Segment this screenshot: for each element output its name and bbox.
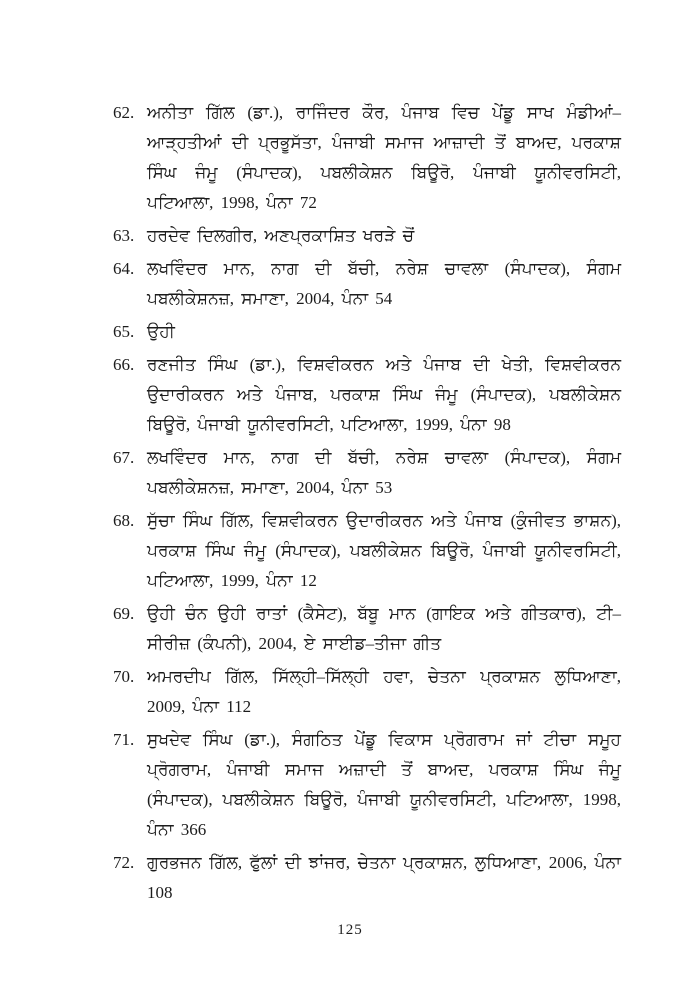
entry-number: 66. <box>113 355 135 374</box>
entry-number: 72. <box>113 853 135 872</box>
reference-entry <box>113 98 621 218</box>
reference-entry <box>113 317 621 347</box>
entry-number: 62. <box>113 103 135 122</box>
page-number: 125 <box>337 922 363 938</box>
entry-text: ਉਹੀ ਚੰਨ ਉਹੀ ਰਾਤਾਂ (ਕੈਸੇਟ), ਬੱਬੂ ਮਾਨ (ਗਾਇਕ ਅਤੇ ਗੀਤਕਾਰ), ਟੀ–ਸੀਰੀਜ਼ (ਕੰਪਨੀ), 2004, ਏ ਸਾਈਡ–ਤੀਜਾ ਗੀਤ <box>147 604 621 653</box>
reference-entry <box>113 599 621 659</box>
entry-number: 68. <box>113 511 135 530</box>
reference-entry <box>113 350 621 440</box>
reference-entry <box>113 254 621 314</box>
entry-text: ਅਨੀਤਾ ਗਿੱਲ (ਡਾ.), ਰਾਜਿੰਦਰ ਕੌਰ, ਪੰਜਾਬ ਵਿਚ ਪੇਂਡੂ ਸਾਖ ਮੰਡੀਆਂ–ਆੜ੍ਹਤੀਆਂ ਦੀ ਪ੍ਰਭੂਸੱਤਾ, ਪੰਜਾਬੀ ਸਮਾਜ ਆਜ਼ਾਦੀ ਤੋਂ ਬਾਅਦ, ਪਰਕਾਸ਼ ਸਿੰਘ ਜੰਮੂ (ਸੰਪਾਦਕ), ਪਬਲੀਕੇਸ਼ਨ ਬਿਊਰੋ, ਪੰਜਾਬੀ ਯੂਨੀਵਰਸਿਟੀ, ਪਟਿਆਲਾ, 1998, ਪੰਨਾ 72 <box>147 103 621 212</box>
entry-text: ਲਖਵਿੰਦਰ ਮਾਨ, ਨਾਗ ਦੀ ਬੱਚੀ, ਨਰੇਸ਼ ਚਾਵਲਾ (ਸੰਪਾਦਕ), ਸੰਗਮ ਪਬਲੀਕੇਸ਼ਨਜ਼, ਸਮਾਣਾ, 2004, ਪੰਨਾ 54 <box>147 259 621 308</box>
reference-list <box>113 98 621 911</box>
entry-number: 70. <box>113 667 135 686</box>
entry-number: 71. <box>113 730 135 749</box>
entry-text: ਲਖਵਿੰਦਰ ਮਾਨ, ਨਾਗ ਦੀ ਬੱਚੀ, ਨਰੇਸ਼ ਚਾਵਲਾ (ਸੰਪਾਦਕ), ਸੰਗਮ ਪਬਲੀਕੇਸ਼ਨਜ਼, ਸਮਾਣਾ, 2004, ਪੰਨਾ 53 <box>147 448 621 497</box>
entry-text: ਰਣਜੀਤ ਸਿੰਘ (ਡਾ.), ਵਿਸ਼ਵੀਕਰਨ ਅਤੇ ਪੰਜਾਬ ਦੀ ਖੇਤੀ, ਵਿਸ਼ਵੀਕਰਨ ਉਦਾਰੀਕਰਨ ਅਤੇ ਪੰਜਾਬ, ਪਰਕਾਸ਼ ਸਿੰਘ ਜੰਮੂ (ਸੰਪਾਦਕ), ਪਬਲੀਕੇਸ਼ਨ ਬਿਊਰੋ, ਪੰਜਾਬੀ ਯੂਨੀਵਰਸਿਟੀ, ਪਟਿਆਲਾ, 1999, ਪੰਨਾ 98 <box>147 355 621 434</box>
reference-entry <box>113 221 621 251</box>
entry-text: ਗੁਰਭਜਨ ਗਿੱਲ, ਫੁੱਲਾਂ ਦੀ ਝਾਂਜਰ, ਚੇਤਨਾ ਪ੍ਰਕਾਸ਼ਨ, ਲੁਧਿਆਣਾ, 2006, ਪੰਨਾ 108 <box>147 853 621 902</box>
entry-text: ਅਮਰਦੀਪ ਗਿੱਲ, ਸਿੱਲ੍ਹੀ–ਸਿੱਲ੍ਹੀ ਹਵਾ, ਚੇਤਨਾ ਪ੍ਰਕਾਸ਼ਨ ਲੁਧਿਆਣਾ, 2009, ਪੰਨਾ 112 <box>147 667 621 716</box>
entry-number: 65. <box>113 322 135 341</box>
reference-entry <box>113 506 621 596</box>
entry-number: 63. <box>113 226 135 245</box>
entry-number: 67. <box>113 448 135 467</box>
reference-entry <box>113 662 621 722</box>
reference-entry <box>113 725 621 845</box>
entry-text: ਸੁੱਚਾ ਸਿੰਘ ਗਿੱਲ, ਵਿਸ਼ਵੀਕਰਨ ਉਦਾਰੀਕਰਨ ਅਤੇ ਪੰਜਾਬ (ਕੁੰਜੀਵਤ ਭਾਸ਼ਨ), ਪਰਕਾਸ਼ ਸਿੰਘ ਜੰਮੂ (ਸੰਪਾਦਕ), ਪਬਲੀਕੇਸ਼ਨ ਬਿਊਰੋ, ਪੰਜਾਬੀ ਯੂਨੀਵਰਸਿਟੀ, ਪਟਿਆਲਾ, 1999, ਪੰਨਾ 12 <box>147 511 621 590</box>
reference-entry <box>113 443 621 503</box>
entry-text: ਸੁਖਦੇਵ ਸਿੰਘ (ਡਾ.), ਸੰਗਠਿਤ ਪੇਂਡੂ ਵਿਕਾਸ ਪ੍ਰੋਗਰਾਮ ਜਾਂ ਟੀਚਾ ਸਮੂਹ ਪ੍ਰੋਗਰਾਮ, ਪੰਜਾਬੀ ਸਮਾਜ ਅਜ਼ਾਦੀ ਤੋਂ ਬਾਅਦ, ਪਰਕਾਸ਼ ਸਿੰਘ ਜੰਮੂ (ਸੰਪਾਦਕ), ਪਬਲੀਕੇਸ਼ਨ ਬਿਊਰੋ, ਪੰਜਾਬੀ ਯੂਨੀਵਰਸਿਟੀ, ਪਟਿਆਲਾ, 1998, ਪੰਨਾ 366 <box>147 730 621 839</box>
entry-number: 64. <box>113 259 135 278</box>
entry-text: ਉਹੀ <box>147 322 175 341</box>
entry-text: ਹਰਦੇਵ ਦਿਲਗੀਰ, ਅਣਪ੍ਰਕਾਸ਼ਿਤ ਖਰੜੇ ਚੋਂ <box>147 226 415 245</box>
entry-number: 69. <box>113 604 135 623</box>
reference-entry <box>113 848 621 908</box>
